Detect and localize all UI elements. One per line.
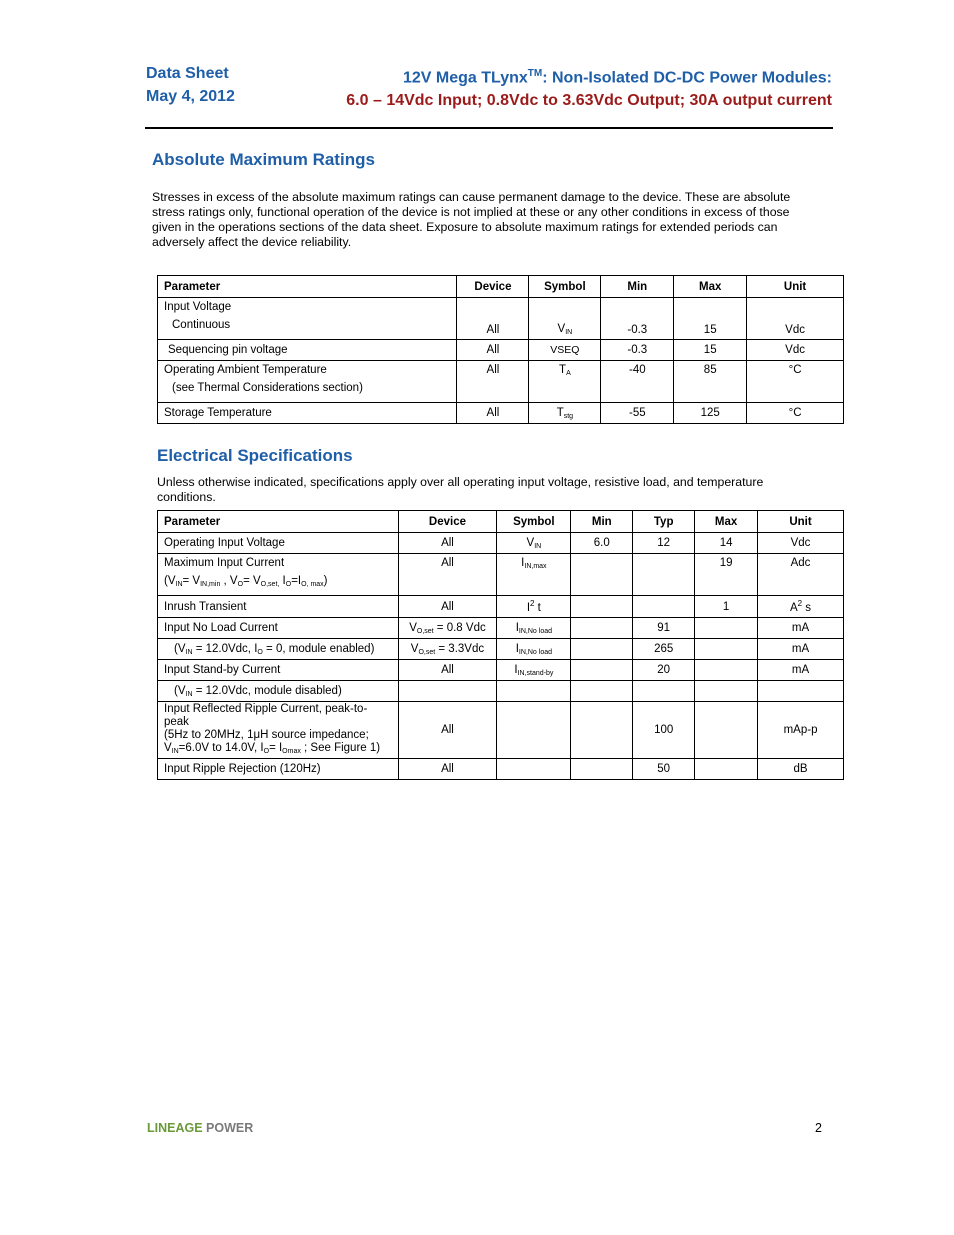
footer-brand: LINEAGE POWER (147, 1121, 254, 1135)
table-header-row: Parameter Device Symbol Min Typ Max Unit (158, 511, 844, 533)
elec-heading: Electrical Specifications (157, 446, 353, 465)
table-row: Operating Input Voltage All $V_{IN}$ 6.0 12 14 Vdc (158, 533, 844, 554)
elec-table (157, 510, 844, 780)
table-row: Input Stand-by Current All $I_{IN,stand-by}$ 20 mA (158, 660, 844, 681)
product-subtitle: 6.0 – 14Vdc Input; 0.8Vdc to 3.63Vdc Output; 30A output current (346, 92, 832, 110)
product-title: 12V Mega TLynx™: Non-Isolated DC-DC Power Modules: (402, 68, 832, 87)
table-row: Storage Temperature All $T_{stg}$ -55 125 °C (158, 403, 844, 424)
elec-paragraph: Unless otherwise indicated, specifications apply over all operating input voltage, resistive load, and temperature conditions. (157, 475, 764, 504)
abs-max-paragraph: Stresses in excess of the absolute maximum ratings can cause permanent damage to the device. These are absolute stress ratings only, functional operation of the device is not implied at these or any other conditions in excess of those given in the operations sections of the data sheet. Exposure to absolute maximum ratings for extended periods can adversely affect the device reliability. (152, 190, 791, 249)
table-row: Maximum Input Current ($V_{IN}= V_{IN,min}$ , $V_O= V_{O,set,}$ $I_O=I_{O, max}$) All $I_{IN,max}$ 19 Adc (158, 554, 844, 596)
table-row: Input Reflected Ripple Current, peak-to- peak (5Hz to 20MHz, 1μH source impedance; $V_{IN}=6.0V$ to 14.0V, $I_O= I_{Omax}$ ; See Figure 1) All 100 mAp-p (158, 702, 844, 759)
header-right (346, 62, 832, 112)
table-row: ($V_{IN} = 12.0Vdc$, $I_O = 0$, module enabled) $V_{O,set} = 3.3Vdc$ $I_{IN,No load}$ 265 mA (158, 639, 844, 660)
abs-max-heading: Absolute Maximum Ratings (152, 150, 375, 169)
table-row: Inrush Transient All $I^2$ t 1 $A^2$ s (158, 596, 844, 618)
table-row: Sequencing pin voltage All VSEQ -0.3 15 Vdc (158, 340, 844, 361)
table-row: Input No Load Current $V_{O,set} = 0.8$ Vdc $I_{IN,No load}$ 91 mA (158, 618, 844, 639)
table-row: Input Ripple Rejection (120Hz) All 50 dB (158, 759, 844, 780)
table-row: ($V_{IN} = 12.0Vdc$, module disabled) (158, 681, 844, 702)
doc-type: Data Sheet (146, 65, 229, 82)
abs-max-table (157, 275, 844, 424)
header-rule (145, 127, 833, 129)
page-number: 2 (815, 1121, 822, 1135)
table-row: Input Voltage Continuous All $V_{IN}$ -0.3 15 Vdc (158, 298, 844, 340)
doc-date: May 4, 2012 (146, 88, 235, 105)
header-left (146, 62, 235, 108)
table-row: Operating Ambient Temperature (see Thermal Considerations section) All $T_A$ -40 85 °C (158, 361, 844, 403)
table-header-row: Parameter Device Symbol Min Max Unit (158, 276, 844, 298)
